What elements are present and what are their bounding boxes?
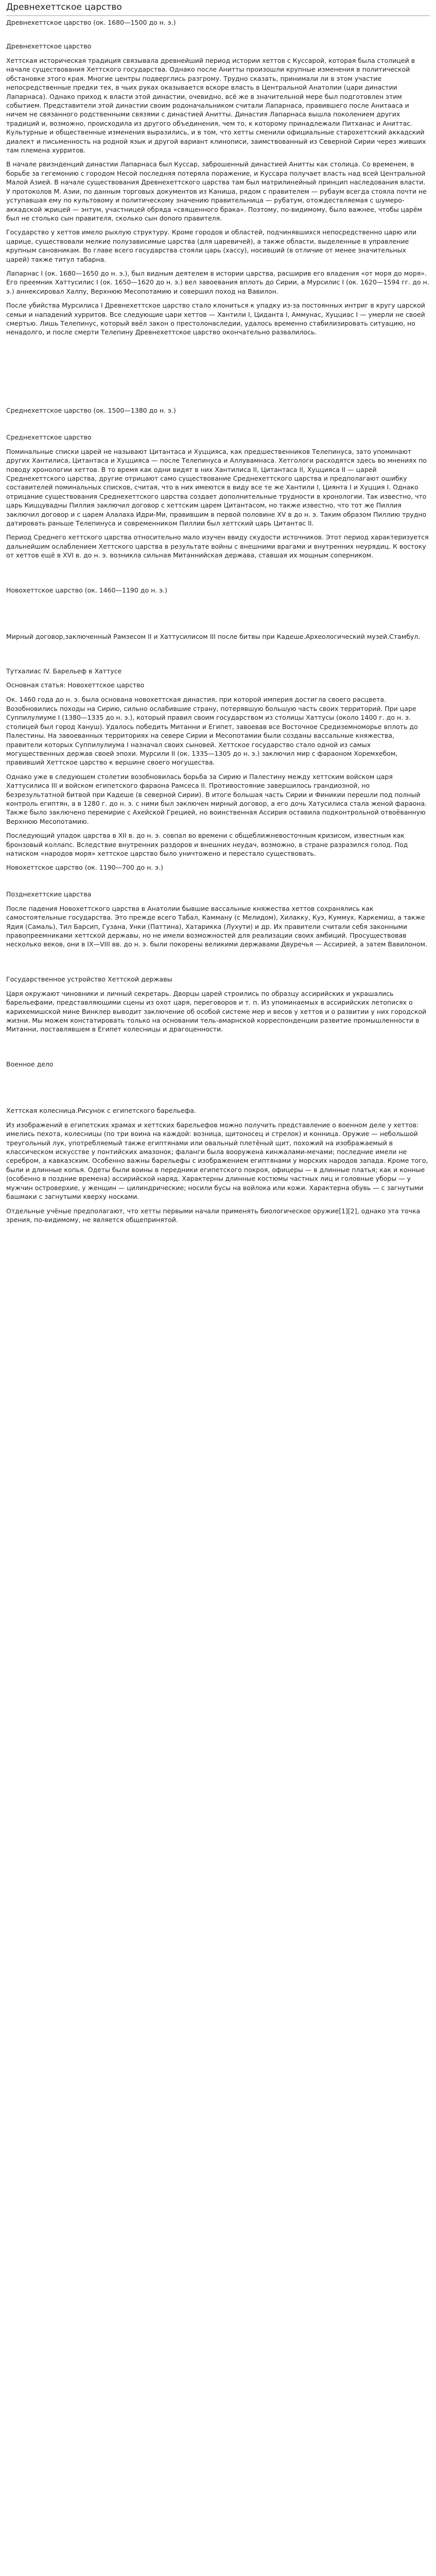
section-middle-kingdom — [6, 433, 430, 560]
paragraph: Царя окружают чиновники и личный секретарь. Дворцы царей строились по образцу ассирийских и украшались барельефами, представляющими сцены из охот царя, переговоров и т. п. Из упоминаемых в ассирийских летописях о карихемишской мине Винклер выводит заключение об особой системе мер и весов у хеттов и о развитии у них городской жизни. Мы можем констатировать только на основании тель-амарнской корреспонденции развитие промышленности в Митанни, поставлявшем в Египет колесницы и драгоценности. — [6, 989, 427, 1033]
article — [0, 0, 436, 1240]
section-new-kingdom-title — [6, 586, 430, 595]
figure-treaty — [6, 632, 430, 641]
spacer — [6, 1074, 430, 1106]
section-military-title — [6, 1060, 430, 1069]
section-state-structure — [6, 975, 430, 1034]
image-caption: Мирный договор,заключенный Рамзесом II и Хаттусилисом III после битвы при Кадеше.Археологический музей.Стамбул. — [6, 632, 421, 640]
image-caption: Хеттская колесница.Рисунок с египетского барельефа. — [6, 1106, 196, 1114]
spacer — [6, 420, 430, 433]
section-heading: Новохеттское царство (ок. 1460—1190 до н. э.) — [6, 586, 167, 594]
paragraph: После убийства Мурсилиса I Древнехеттское царство стало клониться к упадку из-за постоянных интриг в кругу царской семьи и нападений хурритов. Все следующие цари хеттов — Хантили I, Циданта I, Аммунас, Хуцциас I — умерли не своей смертью. Лишь Телепинус, который ввёл закон о престолонаследии, удалось временно стабилизировать ситуацию, но ненадолго, и после смерти Телепину Древнехеттское царство окончательно развалилось. — [6, 301, 425, 336]
paragraph: Новохеттское царство (ок. 1190—700 до н. э.) — [6, 863, 163, 872]
page-title: Древнехеттское царство — [6, 2, 122, 12]
paragraph: Лапарнас I (ок. 1680—1650 до н. э.), был видным деятелем в истории царства, расширив его владения «от моря до моря». Его преемник Хаттусилис I (ок. 1650—1620 до н. э.) вел завоевания вплоть до Сирии, а Мурсилис I (ок. 1620—1594 гг. до н. э.) аннексировал Халпу, Верхнюю Месопотамию и совершил поход на Вавилон. — [6, 269, 429, 295]
spacer — [6, 877, 430, 890]
paragraph: В начале рвизнденций династии Лапарнаса был Куссар, заброшенный династией Анитты как столица. Со временем, в борьбе за гегемонию с городом Несой последняя потеряла поражение, и Куссара получает власть над всей Центральной Малой Азией. В начале существования Древнехеттского царства там был матрилинейный принцип наследования власти. У протоколов М. Азии, по данным торговых документов из Каниша, рядом с правителем — рубаум всегда стояла почти не уступавшая ему по культовому и политическому значению правительница — рубатум, отождествляемая с шумеро-аккадской жрицей — энтум, участницей обряда «священного брака». Поэтому, по-видимому, было важнее, чтобы царём был не столько сын правителя, сколько сын donoro правителя. — [6, 160, 427, 222]
spacer — [6, 600, 430, 632]
section-heading: Среднехеттское царство — [6, 433, 92, 441]
paragraph: После падения Новохеттского царства в Анатолии бывшие вассальные княжества хеттов сохранялись как самостоятельные государства. Это прежде всего Табал, Камману (с Мелидом), Хилакку, Куэ, Куммух, Каркемиш, а также Ядия (Самаль), Тил Барсип, Гузана, Унки (Паттина), Хатарикка (Лухути) и др. Их правители считали себя законными правопреемниками хеттской державы, но не имели возможностей для реализации своих амбиций. Просуществовав несколько веков, они в IX—VIII вв. до н. э. были покорены великими державами Двуречья — Ассирией, а затем Вавилоном. — [6, 904, 427, 948]
figure-tudhaliya — [6, 667, 430, 675]
section-heading: Позднехеттские царства — [6, 890, 92, 898]
section-heading: Основная статья: Новохеттское царство — [6, 681, 145, 689]
section-old-kingdom — [6, 42, 430, 337]
paragraph: Хеттская историческая традиция связывала древнейший период истории хеттов с Куссарой, которая была столицей в начале существования Хеттского государства. Однако после Анитты произошли крупные изменения в политической обстановке этого края. Многие центры подверглись разгрому. Трудно сказать, принимали ли в этом участие непосредственные предки тех, в чьих руках оказывается вскоре власть в Центральной Анатолии (цари династии Лапарнаса). Однако приход к власти этой династии, очевидно, всё же в значительной мере был подготовлен этим событием. Представители этой династии своим родоначальником считали Лапарнаса, правившего после Анитааса и ничем не связанного родственными связями с династией Анитты. Династия Лапарнаса вышла поколением других традиций и, возможно, происходила из другого объединения, чем то, к которому принадлежали Питханас и Аниттас. Культурные и общественные изменения выразились, и в том, что хетты сменили официальные старохеттский аккадский диалект и письменность на родной язык и другой вариант клинописи, заимствованный из Северной Сирии через живших там племена хурритов. — [6, 57, 426, 155]
title-divider — [6, 15, 430, 16]
paragraph: Из изображений в египетских храмах и хеттских барельефов можно получить представление о военном деле у хеттов: имелись пехота, колесницы (по три воина на каждой: возница, щитоносец и стрелок) и конница. Оружие — небольшой треугольный лук, употребляемый также египтянами или овальный плетёный щит, похожий на изображаемый в классическом искусстве у понтийских амазонок; фаланги была вооружена кинжалами-мечами; последние имели не серебром, а кавказским. Особенно важны барельефы с изображением египтянами у морских народов запада. Кроме того, были и длинные копья. Одеты были воины в передники египетского покроя, офицеры — в длинные платья; как и конные (особенно в поздние времена) ассирийской наряд. Характерны длинные костюмы частных лиц и головные уборы — у мужчин островерхие, у женщин — цилиндрические; носили бусы на войлока или кожи. Характерна обувь — с загнутыми башмаки с загнутыми кверху носками. — [6, 1121, 428, 1201]
paragraph: Отдельные учёные предполагают, что хетты первыми начали применять биологическое оружие[1][2], однако эта точка зрения, по-видимому, не является общепринятой. — [6, 1207, 421, 1224]
paragraph: Однако уже в следующем столетии возобновилась борьба за Сирию и Палестину между хеттским войском царя Хаттусилиса III и войском египетского фараона Рамсеса II. Противостояние завершилось грандиозной, но безрезультатной битвой при Кадеше (в северной Сирии). В итоге большая часть Сирии и Финикии перешли под полный контроль египтян, а в 1280 г. до н. э. с ними был заключен мирный договор, а его дочь Хатусилиса стала женой фараона. Также было заключено перемирие с Ахейской Грецией, но воинственная Ассирия оставила подконтрольной отвоёванную Верхнюю Месопотамию. — [6, 772, 427, 825]
spacer — [6, 565, 430, 586]
section-heading: Древнехеттское царство — [6, 42, 92, 50]
page-subtitle: Древнехеттское царство (ок. 1680—1500 до н. э.) — [6, 19, 176, 26]
section-heading: Среднехеттское царство (ок. 1500—1380 до н. э.) — [6, 406, 176, 414]
section-heading: Военное дело — [6, 1060, 54, 1068]
spacer — [6, 646, 430, 667]
spacer — [6, 374, 430, 406]
spacer — [6, 342, 430, 374]
spacer — [6, 1039, 430, 1060]
section-heading: Государственное устройство Хеттской державы — [6, 975, 172, 983]
paragraph: Последующий упадок царства в XII в. до н. э. совпал во времени с общеближневосточным кризисом, известным как бронзовый коллапс. Вследствие внутренних раздоров и внешних неудач, возможно, в стране разразился голод. Под натиском «народов моря» хеттское царство было уничтожено и перестало существовать. — [6, 832, 408, 857]
image-caption: Тутхалиас IV. Барельеф в Хаттусе — [6, 667, 122, 675]
paragraph: Период Среднего хеттского царства относительно мало изучен ввиду скудости источников. Этот период характеризуется дальнейшим ослаблением Хеттского царства в результате войны с внешними врагами и внутренних неурядиц. К востоку от хеттов ещё в XVI в. до н. э. возникла сильная Митаннийская держава, ставшая их мощным соперником. — [6, 533, 429, 560]
section-middle-kingdom-title — [6, 406, 430, 415]
spacer — [6, 954, 430, 975]
paragraph: Ок. 1460 года до н. э. была основана новохеттская династия, при которой империя достигла своего расцвета. Возобновились походы на Сирию, сильно ослабившие страну, потерявшую большую часть своих территорий. При царе Суппилулиуме I (1380—1335 до н. э.), который правил своим государством из столицы Хаттусы (около 1400 г. до н. э. столицей был город Хануш). Удалось победить Митанни и Египет, завоевав все Восточное Средиземноморье вплоть до Палестины. На завоеванных территориях на севере Сирии и Месопотамии были созданы вассальные княжества, правители которых Суппилулиума I назначал своих сыновей. Хеттское государство стало одной из самых могущественных держав своей эпохи. Мурсили II (ок. 1335—1305 до н. э.) заключил мир с фараоном Хоремхебом, правивший Хеттское царство к вершине своего могущества. — [6, 696, 418, 767]
section-new-kingdom — [6, 681, 430, 872]
paragraph: Государство у хеттов имело рыхлую структуру. Кроме городов и областей, подчинявшихся непосредственно царю или царице, существовали мелкие полузависимые царства (для царевичей), а также области, выделенные в управление крупным сановникам. Во главе всего государства стояли царь (хассу), носивший (в отличие от менее значительных царей) также титул табарна. — [6, 228, 417, 263]
section-late-kingdoms — [6, 890, 430, 949]
section-military — [6, 1106, 430, 1224]
paragraph: Поминальные списки царей не называют Цитантаса и Хуццияса, как предшественников Телепинуса, зато упоминают других Хантилиса, Цитантаса и Хуццияса — после Телепинуса и Аллувамнаса. Хетгологи расходятся здесь во мнениях по поводу хронологии хеттов. В то время как одни видят в них Хантилиса II, Цитантаса II, Хуццияса II — царей Среднехеттского царства, другие отрицают само существование Среднехеттского царства и предполагают ошибку составителей поминальных списков, считая, что в них имеются в виду все те же Хантили I, Циянта I и Хуцция I. Однако отрицание существования Среднехеттского царства создает дополнительные трудности в хронологии. Так известно, что царь Киццувадны Пиллия заключил договор с хеттским царем Цитантасом, но также известно, что тот же Пиллия заключил договор и с царем Алалаха Идри-Ми, правившим в первой половине XV в до н. э. Таким образом Пиллию трудно датировать раньше Телепинуса и современником Пиллии был хеттский царь Цитантас II. — [6, 447, 427, 528]
